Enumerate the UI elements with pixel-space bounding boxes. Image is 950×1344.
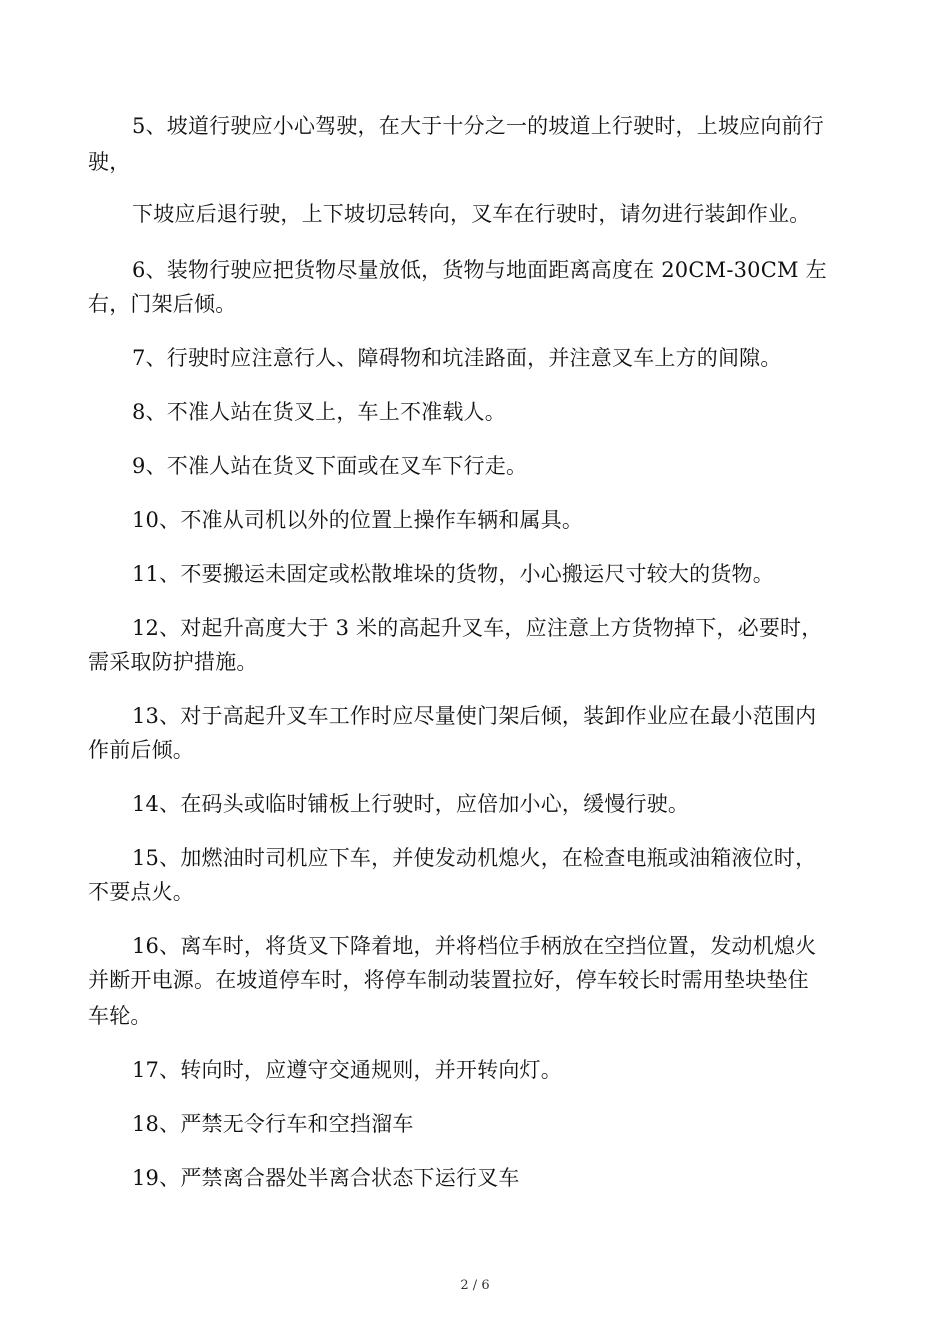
item-16-line-3: 车轮。 — [88, 1004, 152, 1028]
item-8: 8、不准人站在货叉上，车上不准载人。 — [132, 400, 506, 424]
item-12-line-1: 12、对起升高度大于 3 米的高起升叉车，应注意上方货物掉下，必要时， — [132, 616, 823, 640]
item-18: 18、严禁无令行车和空挡溜车 — [132, 1112, 414, 1136]
item-17: 17、转向时，应遵守交通规则，并开转向灯。 — [132, 1058, 562, 1082]
item-16-line-2: 并断开电源。在坡道停车时，将停车制动装置拉好，停车较长时需用垫块垫住 — [88, 968, 809, 992]
item-5-line-1: 5、坡道行驶应小心驾驶，在大于十分之一的坡道上行驶时，上坡应向前行 — [132, 114, 824, 138]
item-14: 14、在码头或临时铺板上行驶时，应倍加小心，缓慢行驶。 — [132, 792, 690, 816]
item-5-line-3: 下坡应后退行驶，上下坡切忌转向，叉车在行驶时，请勿进行装卸作业。 — [132, 202, 811, 226]
item-11: 11、不要搬运未固定或松散堆垛的货物，小心搬运尺寸较大的货物。 — [132, 562, 774, 586]
item-5-line-2: 驶， — [88, 150, 131, 174]
item-10: 10、不准从司机以外的位置上操作车辆和属具。 — [132, 508, 584, 532]
item-19: 19、严禁离合器处半离合状态下运行叉车 — [132, 1166, 520, 1190]
item-15-line-2: 不要点火。 — [88, 880, 194, 904]
item-12-line-2: 需采取防护措施。 — [88, 650, 258, 674]
item-13-line-1: 13、对于高起升叉车工作时应尽量使门架后倾，装卸作业应在最小范围内 — [132, 704, 817, 728]
item-6-line-2: 右，门架后倾。 — [88, 292, 237, 316]
item-6-line-1: 6、装物行驶应把货物尽量放低，货物与地面距离高度在 20CM-30CM 左 — [132, 258, 827, 282]
page-number: 2 / 6 — [460, 1278, 490, 1293]
item-16-line-1: 16、离车时，将货叉下降着地，并将档位手柄放在空挡位置，发动机熄火 — [132, 934, 817, 958]
item-13-line-2: 作前后倾。 — [88, 738, 194, 762]
item-7: 7、行驶时应注意行人、障碍物和坑洼路面，并注意叉车上方的间隙。 — [132, 346, 782, 370]
item-15-line-1: 15、加燃油时司机应下车，并使发动机熄火，在检查电瓶或油箱液位时， — [132, 846, 817, 870]
item-9: 9、不准人站在货叉下面或在叉车下行走。 — [132, 454, 528, 478]
